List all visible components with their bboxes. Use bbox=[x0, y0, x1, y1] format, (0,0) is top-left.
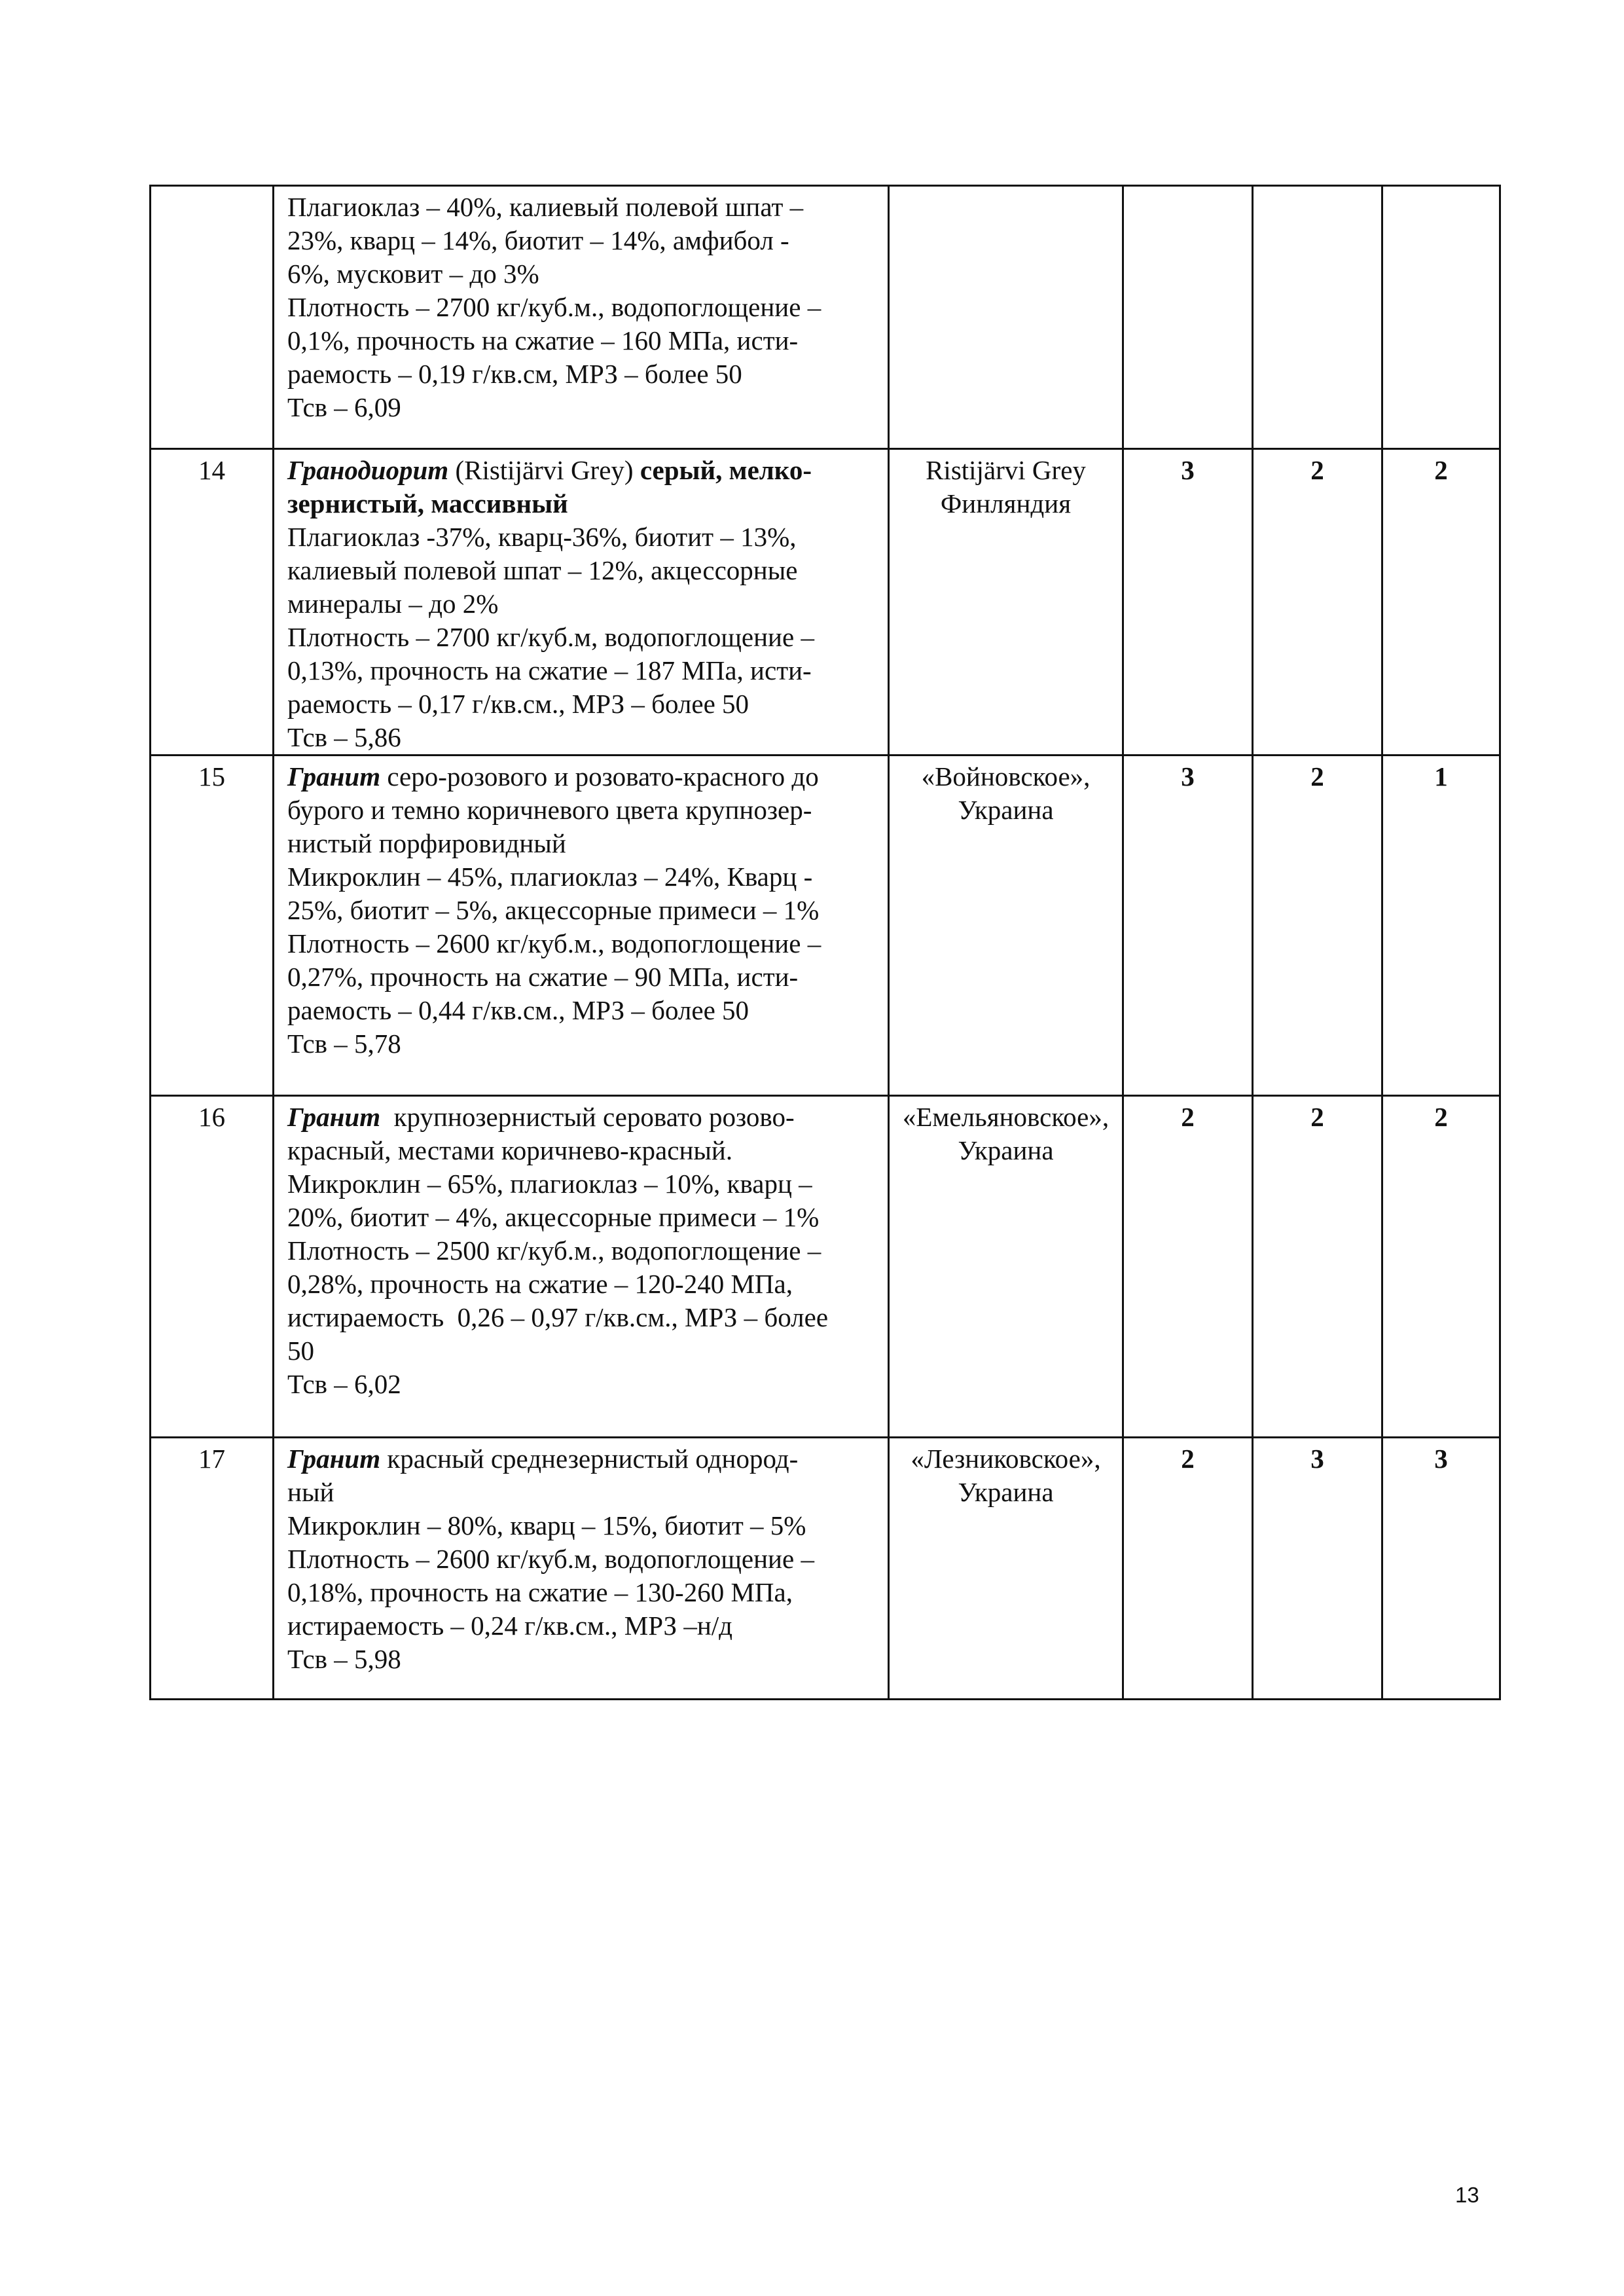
desc-line: минералы – до 2% bbox=[287, 589, 499, 619]
desc-line: красный, местами коричнево-красный. bbox=[287, 1135, 733, 1165]
row-number-cell bbox=[151, 186, 274, 449]
source-line: Финляндия bbox=[940, 488, 1072, 519]
stone-title-cont: зернистый, массивный bbox=[287, 488, 568, 519]
stone-name: Гранит bbox=[287, 1102, 381, 1132]
score-cell-1 bbox=[1123, 449, 1253, 756]
desc-line: калиевый полевой шпат – 12%, акцессорные bbox=[287, 555, 798, 585]
desc-line: Плагиоклаз – 40%, калиевый полевой шпат – bbox=[287, 192, 804, 222]
source-cell bbox=[889, 449, 1123, 756]
description-cell bbox=[274, 1096, 889, 1438]
stone-properties-table bbox=[149, 185, 1501, 1700]
score-value: 3 bbox=[1181, 455, 1195, 485]
desc-line: 0,18%, прочность на сжатие – 130-260 МПа, bbox=[287, 1577, 793, 1607]
desc-line: 0,28%, прочность на сжатие – 120-240 МПа, bbox=[287, 1269, 793, 1299]
table-row bbox=[151, 1096, 1500, 1438]
desc-line: истираемость – 0,24 г/кв.см., МРЗ –н/д bbox=[287, 1611, 733, 1641]
source-line: Украина bbox=[958, 795, 1054, 825]
desc-line: истираемость 0,26 – 0,97 г/кв.см., МРЗ – более bbox=[287, 1302, 829, 1332]
desc-line: раемость – 0,44 г/кв.см., МРЗ – более 50 bbox=[287, 995, 749, 1025]
row-number-cell bbox=[151, 1438, 274, 1700]
score-value: 3 bbox=[1434, 1444, 1448, 1474]
score-cell-1 bbox=[1123, 1438, 1253, 1700]
score-cell-3 bbox=[1382, 186, 1500, 449]
source-line: Украина bbox=[958, 1135, 1054, 1165]
description-cell bbox=[274, 186, 889, 449]
stone-title-line bbox=[287, 454, 878, 487]
desc-line: 23%, кварц – 14%, биотит – 14%, амфибол - bbox=[287, 225, 789, 255]
score-cell-3 bbox=[1382, 756, 1500, 1096]
score-cell-1 bbox=[1123, 186, 1253, 449]
table-row bbox=[151, 756, 1500, 1096]
desc-line: 25%, биотит – 5%, акцессорные примеси – 1% bbox=[287, 895, 820, 925]
description-cell bbox=[274, 1438, 889, 1700]
source-cell bbox=[889, 1096, 1123, 1438]
source-cell bbox=[889, 756, 1123, 1096]
desc-line: Тсв – 5,86 bbox=[287, 722, 401, 752]
desc-line: Плагиоклаз -37%, кварц-36%, биотит – 13%, bbox=[287, 522, 797, 552]
score-cell-1 bbox=[1123, 1096, 1253, 1438]
row-number-cell bbox=[151, 1096, 274, 1438]
description-cell bbox=[274, 756, 889, 1096]
stone-name: Гранит bbox=[287, 761, 381, 792]
score-cell-2 bbox=[1253, 449, 1382, 756]
score-cell-2 bbox=[1253, 1438, 1382, 1700]
score-cell-2 bbox=[1253, 1096, 1382, 1438]
desc-line: 50 bbox=[287, 1336, 314, 1366]
stone-title-plain: серо-розового и розовато-красного до bbox=[380, 761, 819, 792]
desc-line: Микроклин – 45%, плагиоклаз – 24%, Кварц - bbox=[287, 862, 813, 892]
desc-line: Микроклин – 65%, плагиоклаз – 10%, кварц – bbox=[287, 1169, 812, 1199]
row-number: 17 bbox=[198, 1444, 225, 1474]
score-cell-2 bbox=[1253, 756, 1382, 1096]
desc-line: нистый порфировидный bbox=[287, 828, 566, 858]
desc-line: Плотность – 2600 кг/куб.м, водопоглощение – bbox=[287, 1544, 814, 1574]
score-value: 1 bbox=[1434, 761, 1448, 792]
score-cell-3 bbox=[1382, 449, 1500, 756]
stone-title-line bbox=[287, 1442, 878, 1476]
score-value: 3 bbox=[1181, 761, 1195, 792]
desc-line: раемость – 0,17 г/кв.см., МРЗ – более 50 bbox=[287, 689, 749, 719]
row-number: 16 bbox=[198, 1102, 225, 1132]
desc-line: Плотность – 2600 кг/куб.м., водопоглощение – bbox=[287, 928, 821, 958]
source-line: Украина bbox=[958, 1477, 1054, 1507]
desc-line: ный bbox=[287, 1477, 334, 1507]
score-cell-1 bbox=[1123, 756, 1253, 1096]
score-value: 2 bbox=[1181, 1444, 1195, 1474]
score-value: 2 bbox=[1310, 1102, 1324, 1132]
table-row bbox=[151, 186, 1500, 449]
source-cell bbox=[889, 1438, 1123, 1700]
score-value: 2 bbox=[1310, 455, 1324, 485]
desc-line: Плотность – 2700 кг/куб.м, водопоглощение – bbox=[287, 622, 814, 652]
score-value: 2 bbox=[1181, 1102, 1195, 1132]
score-cell-2 bbox=[1253, 186, 1382, 449]
score-value: 2 bbox=[1310, 761, 1324, 792]
score-value: 3 bbox=[1310, 1444, 1324, 1474]
description-cell bbox=[274, 449, 889, 756]
stone-name: Гранодиорит bbox=[287, 455, 449, 485]
desc-line: Плотность – 2700 кг/куб.м., водопоглощение – bbox=[287, 292, 821, 322]
desc-line: бурого и темно коричневого цвета крупнозер- bbox=[287, 795, 812, 825]
desc-line: 0,1%, прочность на сжатие – 160 МПа, исти- bbox=[287, 325, 799, 355]
desc-line: Тсв – 5,78 bbox=[287, 1029, 401, 1059]
stone-title-line bbox=[287, 1101, 878, 1134]
desc-line: 6%, мусковит – до 3% bbox=[287, 259, 539, 289]
row-number: 15 bbox=[198, 761, 225, 792]
desc-line: Микроклин – 80%, кварц – 15%, биотит – 5% bbox=[287, 1510, 806, 1540]
score-value: 2 bbox=[1434, 1102, 1448, 1132]
score-cell-3 bbox=[1382, 1096, 1500, 1438]
desc-line: Тсв – 6,09 bbox=[287, 392, 401, 422]
desc-line: Плотность – 2500 кг/куб.м., водопоглощение – bbox=[287, 1235, 821, 1266]
row-number: 14 bbox=[198, 455, 225, 485]
score-cell-3 bbox=[1382, 1438, 1500, 1700]
source-line: «Лезниковское», bbox=[911, 1444, 1101, 1474]
stone-title-plain: крупнозернистый серовато розово- bbox=[380, 1102, 795, 1132]
table-row bbox=[151, 449, 1500, 756]
source-line: «Емельяновское», bbox=[902, 1102, 1110, 1132]
row-number-cell bbox=[151, 756, 274, 1096]
desc-line: Тсв – 6,02 bbox=[287, 1369, 401, 1399]
desc-line: 20%, биотит – 4%, акцессорные примеси – 1% bbox=[287, 1202, 820, 1232]
source-line: Ristijärvi Grey bbox=[926, 455, 1086, 485]
desc-line: Тсв – 5,98 bbox=[287, 1644, 401, 1674]
source-cell bbox=[889, 186, 1123, 449]
table-row bbox=[151, 1438, 1500, 1700]
desc-line: раемость – 0,19 г/кв.см, МРЗ – более 50 bbox=[287, 359, 742, 389]
stone-title-bold: серый, мелко- bbox=[640, 455, 812, 485]
stone-title-plain: красный среднезернистый однород- bbox=[380, 1444, 799, 1474]
desc-line: 0,27%, прочность на сжатие – 90 МПа, исти- bbox=[287, 962, 799, 992]
desc-line: 0,13%, прочность на сжатие – 187 МПа, исти- bbox=[287, 655, 812, 685]
stone-title-plain: (Ristijärvi Grey) bbox=[448, 455, 640, 485]
page-number: 13 bbox=[1455, 2183, 1479, 2207]
source-line: «Войновское», bbox=[921, 761, 1091, 792]
row-number-cell bbox=[151, 449, 274, 756]
score-value: 2 bbox=[1434, 455, 1448, 485]
stone-name: Гранит bbox=[287, 1444, 381, 1474]
stone-title-line bbox=[287, 760, 878, 793]
